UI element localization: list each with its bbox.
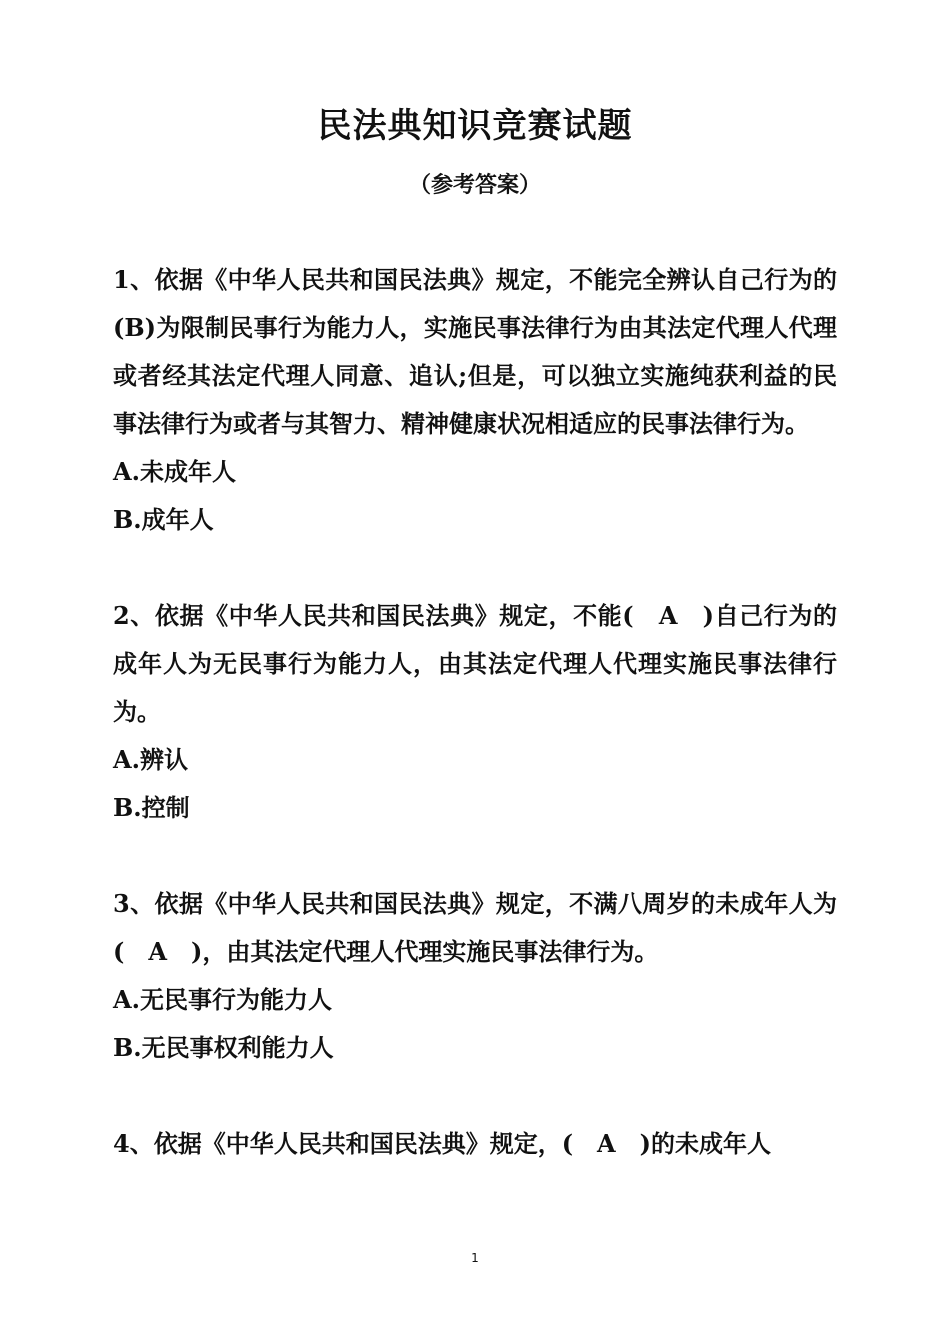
option-b: B.成年人 bbox=[113, 505, 214, 534]
question-2 bbox=[113, 592, 837, 832]
question-3 bbox=[113, 880, 837, 1072]
question-stem: 4、依据《中华人民共和国民法典》规定，( A )的未成年人 bbox=[113, 1129, 772, 1158]
question-stem: 1、依据《中华人民共和国民法典》规定，不能完全辨认自己行为的(B)为限制民事行为能力人，实施民事法律行为由其法定代理人代理或者经其法定代理人同意、追认;但是，可以独立实施纯获利益的民事法律行为或者与其智力、精神健康状况相适应的民事法律行为。 bbox=[113, 265, 837, 438]
document-subtitle: （参考答案） bbox=[408, 172, 541, 198]
option-a: A.辨认 bbox=[113, 745, 188, 774]
page-number: 1 bbox=[471, 1251, 479, 1265]
question-1 bbox=[113, 256, 837, 544]
question-list bbox=[113, 256, 837, 1216]
question-stem: 3、依据《中华人民共和国民法典》规定，不满八周岁的未成年人为( A )，由其法定代理人代理实施民事法律行为。 bbox=[113, 889, 837, 966]
option-b: B.控制 bbox=[113, 793, 190, 822]
option-b: B.无民事权利能力人 bbox=[113, 1033, 334, 1062]
question-stem: 2、依据《中华人民共和国民法典》规定，不能( A )自己行为的成年人为无民事行为能力人，由其法定代理人代理实施民事法律行为。 bbox=[113, 601, 837, 726]
question-4 bbox=[113, 1120, 837, 1168]
option-a: A.无民事行为能力人 bbox=[113, 985, 332, 1014]
option-a: A.未成年人 bbox=[113, 457, 236, 486]
document-title: 民法典知识竞赛试题 bbox=[317, 106, 633, 146]
